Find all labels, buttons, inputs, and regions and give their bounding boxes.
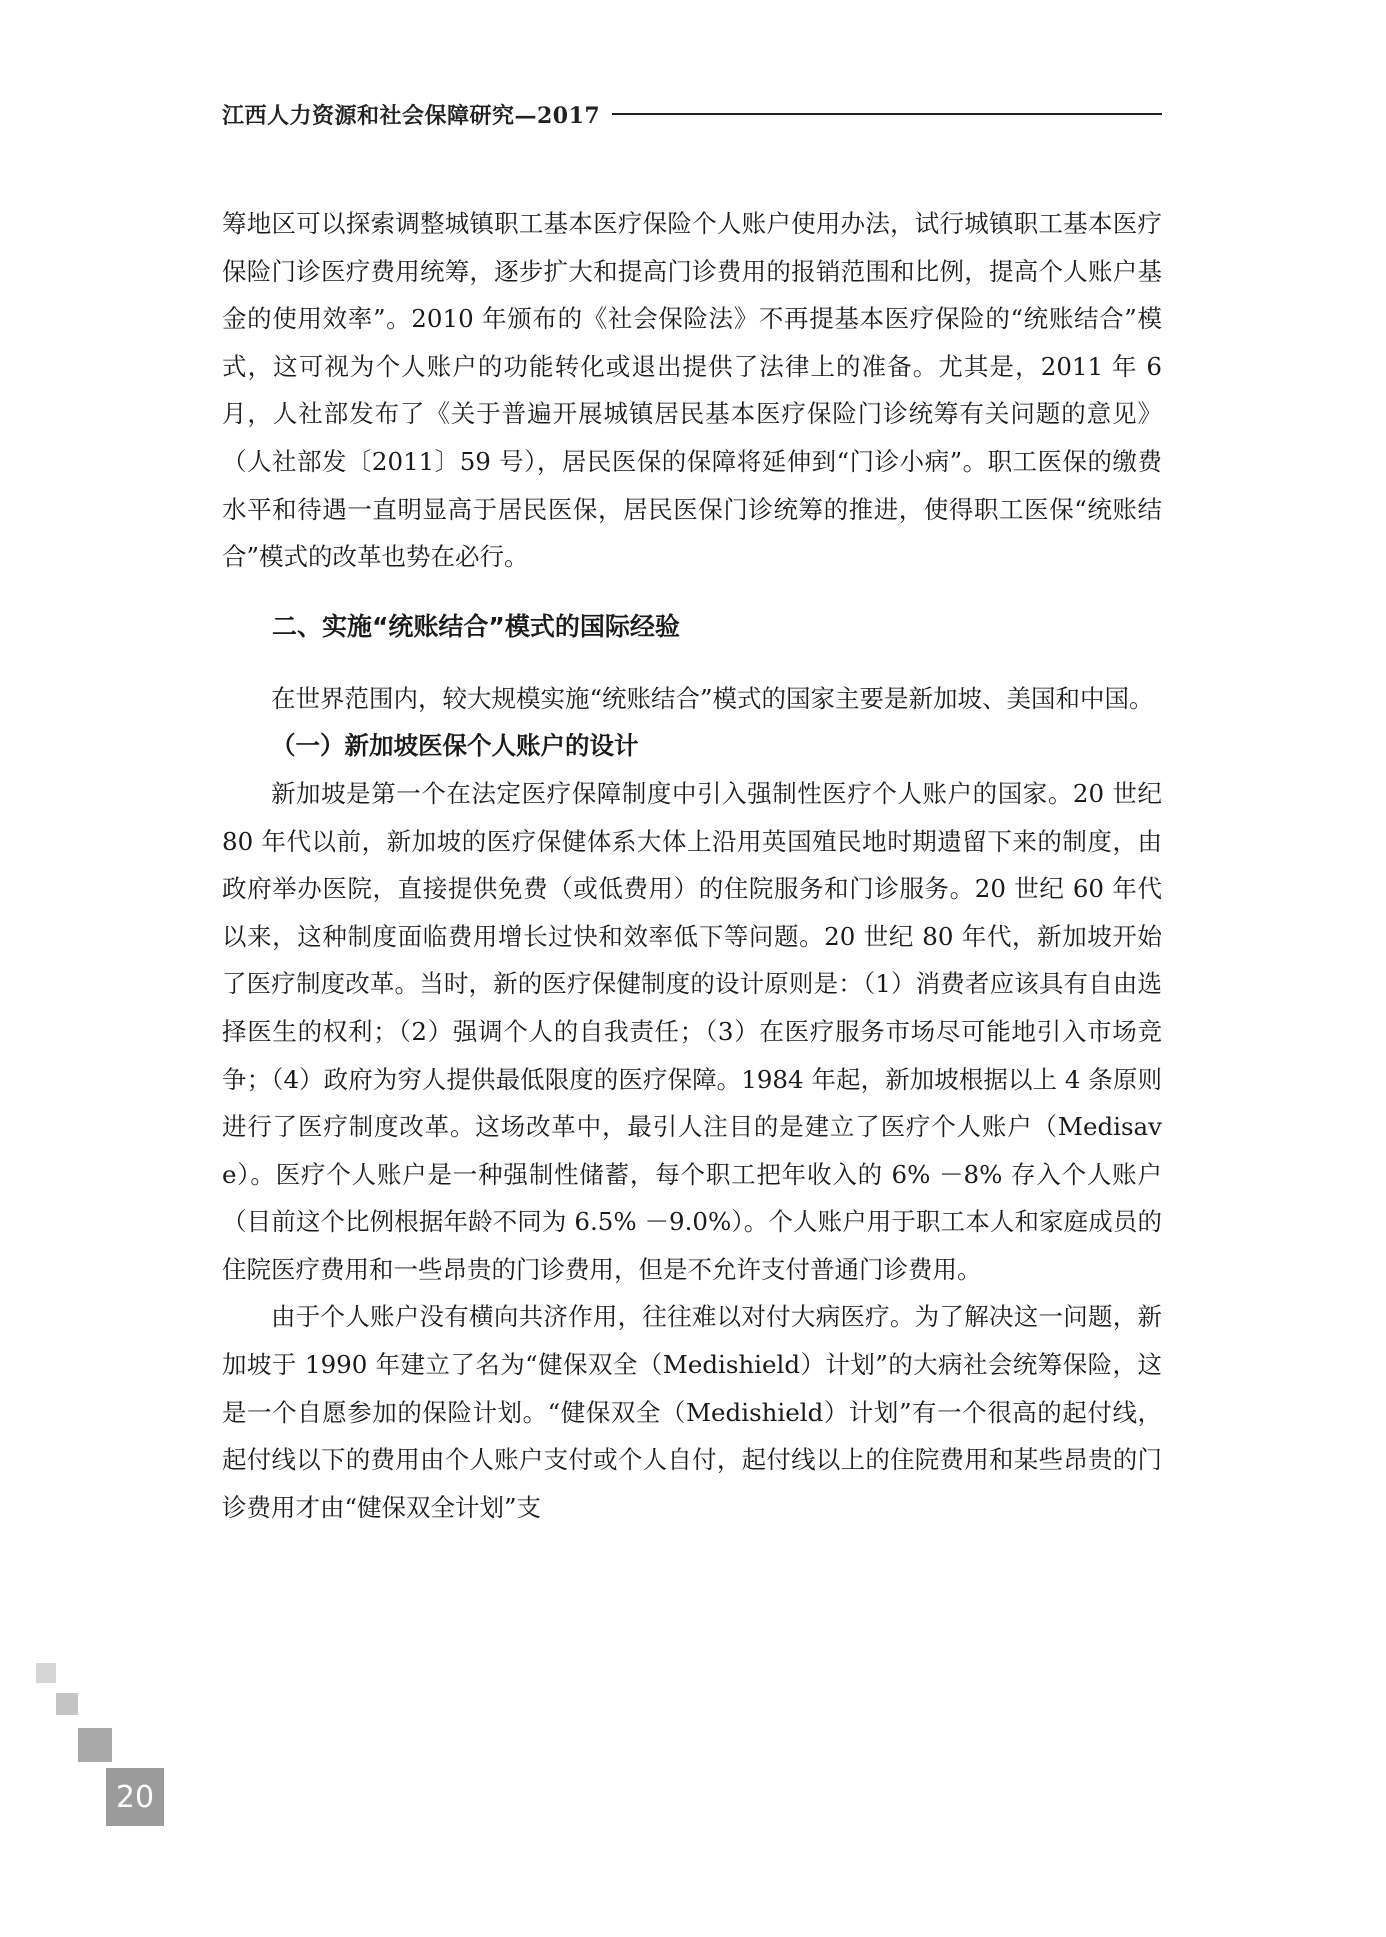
body-paragraph-4: 由于个人账户没有横向共济作用，往往难以对付大病医疗。为了解决这一问题，新加坡于 1990 年建立了名为“健保双全（Medishield）计划”的大病社会统筹保险，这是一个自愿参加的保险计划。“健保双全（Medishield）计划”有一个很高的起付线，起付线以下的费用由个人账户支付或个人自付，起付线以上的住院费用和某些昂贵的门诊费用才由“健保双全计划”支 xyxy=(222,1302,1162,1522)
running-header xyxy=(222,96,1162,132)
body-paragraph-3: 新加坡是第一个在法定医疗保障制度中引入强制性医疗个人账户的国家。20 世纪 80 年代以前，新加坡的医疗保健体系大体上沿用英国殖民地时期遗留下来的制度，由政府举办医院，直接提供免费（或低费用）的住院服务和门诊服务。20 世纪 60 年代以来，这种制度面临费用增长过快和效率低下等问题。20 世纪 80 年代，新加坡开始了医疗制度改革。当时，新的医疗保健制度的设计原则是：（1）消费者应该具有自由选择医生的权利；（2）强调个人的自我责任；（3）在医疗服务市场尽可能地引入市场竞争；（4）政府为穷人提供最低限度的医疗保障。1984 年起，新加坡根据以上 4 条原则进行了医疗制度改革。这场改革中，最引人注目的是建立了医疗个人账户（Medisave）。医疗个人账户是一种强制性储蓄，每个职工把年收入的 6% －8% 存入个人账户（目前这个比例根据年龄不同为 6.5% －9.0%）。个人账户用于职工本人和家庭成员的住院医疗费用和一些昂贵的门诊费用，但是不允许支付普通门诊费用。 xyxy=(222,778,1162,1284)
body-paragraph-2: 在世界范围内，较大规模实施“统账结合”模式的国家主要是新加坡、美国和中国。 xyxy=(271,683,1154,713)
body-paragraph-1: 筹地区可以探索调整城镇职工基本医疗保险个人账户使用办法，试行城镇职工基本医疗保险门诊医疗费用统筹，逐步扩大和提高门诊费用的报销范围和比例，提高个人账户基金的使用效率”。2010 年颁布的《社会保险法》不再提基本医疗保险的“统账结合”模式，这可视为个人账户的功能转化或退出提供了法律上的准备。尤其是，2011 年 6 月，人社部发布了《关于普遍开展城镇居民基本医疗保险门诊统筹有关问题的意见》（人社部发〔2011〕59 号），居民医保的保障将延伸到“门诊小病”。职工医保的缴费水平和待遇一直明显高于居民医保，居民医保门诊统筹的推进，使得职工医保“统账结合”模式的改革也势在必行。 xyxy=(222,209,1162,572)
page-body xyxy=(222,200,1162,1531)
section-heading: 二、实施“统账结合”模式的国际经验 xyxy=(272,611,680,641)
decorative-square-large xyxy=(78,1728,112,1762)
page-number: 20 xyxy=(106,1768,164,1826)
decorative-square-medium xyxy=(56,1693,78,1715)
header-rule xyxy=(612,113,1162,115)
running-title: 江西人力资源和社会保障研究—2017 xyxy=(222,102,601,129)
subsection-heading: （一）新加坡医保个人账户的设计 xyxy=(271,731,639,761)
decorative-square-small xyxy=(36,1663,56,1683)
